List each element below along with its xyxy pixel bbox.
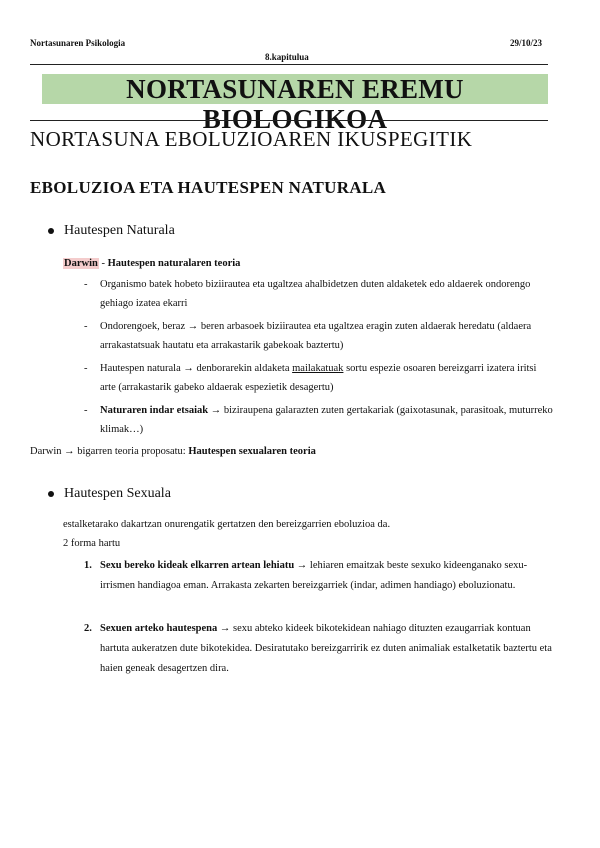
forms-label: 2 forma hartu (63, 538, 121, 549)
page-title: NORTASUNAREN EREMU BIOLOGIKOA (42, 74, 548, 104)
bullet-icon (48, 228, 54, 234)
natural-selection-heading (48, 223, 175, 239)
natural-heading-text: Hautespen Naturala (64, 223, 175, 238)
header-course-name: Nortasunaren Psikologia (30, 38, 126, 48)
header-date: 29/10/23 (509, 38, 542, 48)
darwin-highlight: Darwin (64, 258, 98, 269)
numbered-item: 2. Sexuen arteko hautespena → sexu abteko kideek bikotekidean nahiago dituzten ezaugarriak kontuan hartuta aukeratzen dute bikotekidea. Desiratutako bereizgarririk ez duten animaliak estalketatik baztertu eta haien geneak desagertzen dira. (84, 623, 552, 674)
list-item: - Hautespen naturala → denborarekin aldaketa mailakatuak sortu espezie osoaren bereizgarri izatera iritsi arte (arrakastarik gabeko aldaerak espezietik desagertu) (84, 363, 537, 393)
section-heading: EBOLUZIOA ETA HAUTESPEN NATURALA (30, 178, 387, 197)
list-item: - Organismo batek hobeto biziirautea eta ugaltzea ahalbidetzen duten aldaketek edo aldaerek ondorengo gehiago izatea ekarri (84, 279, 531, 309)
numbered-item: 1. Sexu bereko kideak elkarren artean lehiatu → lehiaren emaitzak beste sexuko kideenganako sexu-irrismen handiagoa eman. Arrakasta zekarten bereizgarriek (indar, adimen handiago) eboluzionatu. (84, 560, 528, 591)
theory-name: Hautespen naturalaren teoria (107, 258, 241, 269)
underlined-term: mailakatuak (292, 363, 344, 374)
title-divider (30, 120, 548, 121)
chapter-label: 8.kapitulua (265, 52, 309, 62)
bullet-icon (48, 491, 54, 497)
sexual-selection-heading (48, 486, 171, 502)
darwin-second-theory: Darwin → bigarren teoria proposatu: Hautespen sexualaren teoria (30, 446, 316, 457)
sexual-heading-text: Hautespen Sexuala (64, 486, 171, 501)
darwin-theory-line (63, 254, 240, 273)
dash-separator: - (98, 258, 108, 269)
list-item: - Naturaren indar etsaiak → biziraupena galarazten zuten gertakariak (gaixotasunak, parasitoak, muturreko klimak…) (84, 405, 553, 435)
list-item: - Ondorengoek, beraz → beren arbasoek biziirautea eta ugaltzea eragin zuten aldaerak heredatu (aldaera arrakastatsuak hautatu eta arrakastarik gabekoak baztertu) (84, 321, 532, 351)
sexual-intro: estalketarako dakartzan onurengatik gertatzen den bereizgarrien eboluzioa da. (63, 519, 391, 530)
subtitle: NORTASUNA EBOLUZIOAREN IKUSPEGITIK (30, 127, 473, 151)
